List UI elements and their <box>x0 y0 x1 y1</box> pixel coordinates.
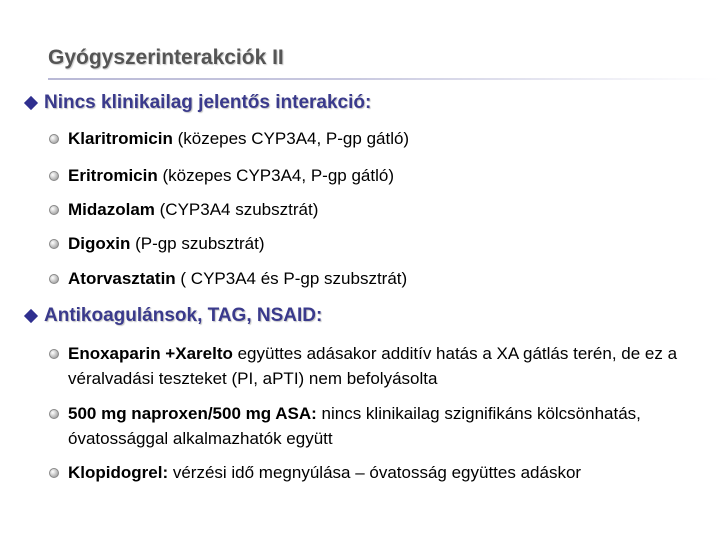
list-item <box>68 163 708 188</box>
drug-description: nincs klinikailag szignifikáns kölcsönhatás, óvatossággal alkalmazhatók együtt <box>68 404 641 448</box>
list-item <box>68 401 708 451</box>
list-item <box>68 126 708 151</box>
round-bullet-icon <box>49 239 59 249</box>
drug-name: Klaritromicin <box>68 129 173 148</box>
list-item <box>68 341 708 391</box>
section-heading-text: Antikoagulánsok, TAG, NSAID: <box>44 305 323 326</box>
round-bullet-icon <box>49 274 59 284</box>
drug-name: Atorvasztatin <box>68 269 176 288</box>
list-item <box>68 460 708 485</box>
drug-name: Midazolam <box>68 200 155 219</box>
list-item <box>68 266 708 291</box>
drug-description: (közepes CYP3A4, P-gp gátló) <box>172 129 410 148</box>
title-divider <box>48 78 720 80</box>
drug-description: (P-gp szubsztrát) <box>130 234 265 253</box>
drug-description: (CYP3A4 szubsztrát) <box>154 200 319 219</box>
drug-name: Eritromicin <box>68 166 158 185</box>
round-bullet-icon <box>49 205 59 215</box>
drug-description: vérzési idő megnyúlása – óvatosság együttes adáskor <box>168 463 582 482</box>
section-heading-anticoagulants <box>22 305 322 327</box>
round-bullet-icon <box>49 349 59 359</box>
slide-title: Gyógyszerinterakciók II <box>48 46 284 69</box>
round-bullet-icon <box>49 468 59 478</box>
diamond-bullet-icon <box>24 96 38 110</box>
drug-name: 500 mg naproxen/500 mg ASA: <box>68 404 317 423</box>
drug-description: (közepes CYP3A4, P-gp gátló) <box>157 166 394 185</box>
section-heading-text: Nincs klinikailag jelentős interakció: <box>44 92 372 113</box>
round-bullet-icon <box>49 134 59 144</box>
drug-description: ( CYP3A4 és P-gp szubsztrát) <box>175 269 408 288</box>
drug-name: Klopidogrel: <box>68 463 169 482</box>
round-bullet-icon <box>49 171 59 181</box>
drug-name: Enoxaparin +Xarelto <box>68 344 233 363</box>
drug-name: Digoxin <box>68 234 131 253</box>
round-bullet-icon <box>49 409 59 419</box>
list-item <box>68 231 708 256</box>
section-heading-no-interaction <box>22 92 371 114</box>
diamond-bullet-icon <box>24 309 38 323</box>
drug-description: együttes adásakor additív hatás a XA gátlás terén, de ez a véralvadási teszteket (PI, aPTI) nem befolyásolta <box>68 344 678 388</box>
list-item <box>68 197 708 222</box>
